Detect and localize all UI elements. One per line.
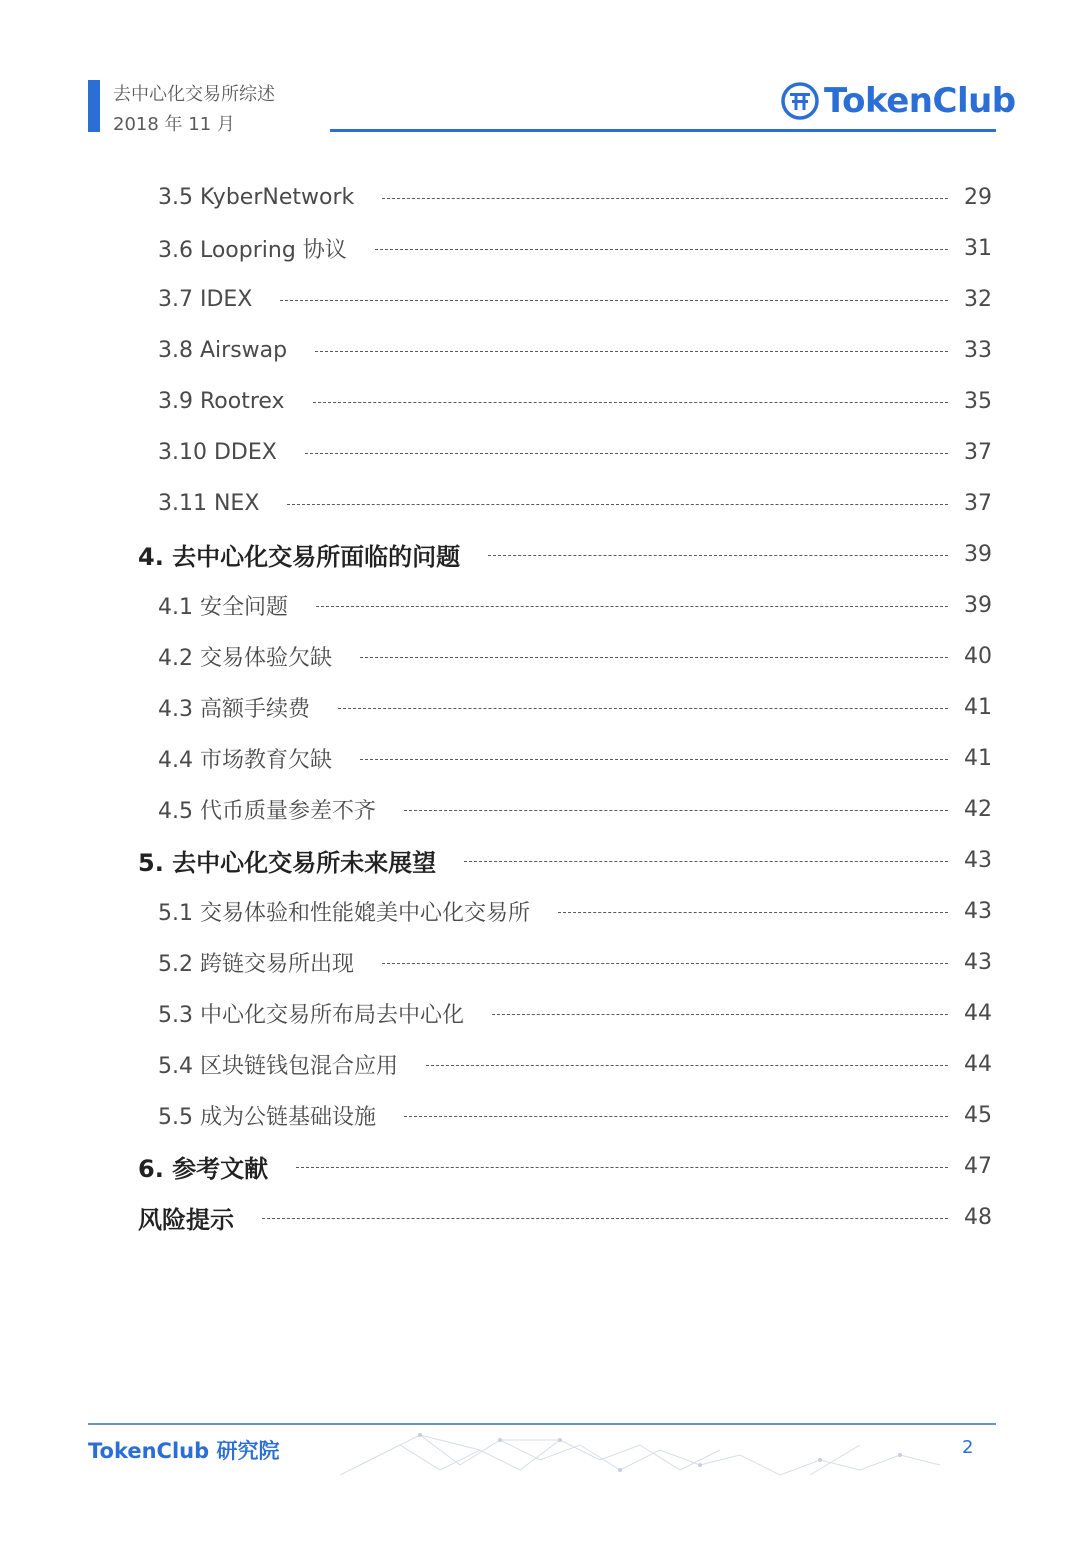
toc-entry[interactable] bbox=[0, 682, 1080, 733]
toc-entry-page: 37 bbox=[964, 491, 992, 516]
toc-entry-title: 5.2 跨链交易所出现 bbox=[158, 952, 354, 977]
toc-entry[interactable] bbox=[0, 376, 1080, 427]
toc-leader-dots bbox=[426, 1065, 948, 1066]
toc-entry[interactable] bbox=[0, 223, 1080, 274]
toc-leader-dots bbox=[360, 657, 948, 658]
toc-entry-page: 43 bbox=[964, 950, 992, 975]
footer-page-number: 2 bbox=[962, 1437, 974, 1458]
toc-leader-dots bbox=[280, 300, 948, 301]
toc-entry[interactable] bbox=[0, 988, 1080, 1039]
toc-entry-page: 29 bbox=[964, 185, 992, 210]
toc-leader-dots bbox=[360, 759, 948, 760]
toc-entry[interactable] bbox=[0, 631, 1080, 682]
toc-entry[interactable] bbox=[0, 733, 1080, 784]
toc-entry[interactable] bbox=[0, 1039, 1080, 1090]
toc-entry-title: 4.2 交易体验欠缺 bbox=[158, 646, 332, 671]
toc-entry-page: 47 bbox=[964, 1154, 992, 1179]
toc-entry-title: 3.9 Rootrex bbox=[158, 389, 285, 414]
toc-leader-dots bbox=[313, 402, 948, 403]
toc-entry-page: 40 bbox=[964, 644, 992, 669]
toc-entry-title: 3.8 Airswap bbox=[158, 338, 288, 363]
header-rule bbox=[330, 129, 996, 132]
toc-leader-dots bbox=[262, 1218, 948, 1219]
toc-leader-dots bbox=[315, 351, 948, 352]
toc-leader-dots bbox=[316, 606, 948, 607]
toc-entry-page: 43 bbox=[964, 848, 992, 873]
toc-entry[interactable] bbox=[0, 1192, 1080, 1243]
toc-entry-page: 35 bbox=[964, 389, 992, 414]
toc-entry[interactable] bbox=[0, 274, 1080, 325]
tokenclub-logo-icon bbox=[780, 81, 820, 121]
toc-entry-title: 5.1 交易体验和性能媲美中心化交易所 bbox=[158, 901, 530, 926]
document-date: 2018 年 11 月 bbox=[113, 114, 235, 135]
toc-entry-page: 41 bbox=[964, 695, 992, 720]
toc-entry-title: 5.3 中心化交易所布局去中心化 bbox=[158, 1003, 464, 1028]
toc-entry-page: 45 bbox=[964, 1103, 992, 1128]
toc-entry-page: 39 bbox=[964, 542, 992, 567]
toc-leader-dots bbox=[296, 1167, 948, 1168]
toc-entry[interactable] bbox=[0, 427, 1080, 478]
toc-leader-dots bbox=[404, 1116, 948, 1117]
toc-entry-page: 32 bbox=[964, 287, 992, 312]
toc-entry[interactable] bbox=[0, 1090, 1080, 1141]
toc-entry-title: 3.11 NEX bbox=[158, 491, 260, 516]
toc-entry-page: 44 bbox=[964, 1001, 992, 1026]
toc-leader-dots bbox=[382, 198, 948, 199]
toc-entry-page: 31 bbox=[964, 236, 992, 261]
toc-leader-dots bbox=[287, 504, 948, 505]
toc-entry-title: 4.1 安全问题 bbox=[158, 595, 288, 620]
toc-leader-dots bbox=[404, 810, 948, 811]
toc-entry-title: 5.4 区块链钱包混合应用 bbox=[158, 1054, 398, 1079]
toc-entry-title: 4.5 代币质量参差不齐 bbox=[158, 799, 376, 824]
toc-entry[interactable] bbox=[0, 172, 1080, 223]
toc-entry-title: 3.10 DDEX bbox=[158, 440, 277, 465]
toc-entry-page: 41 bbox=[964, 746, 992, 771]
toc-entry[interactable] bbox=[0, 325, 1080, 376]
toc-entry[interactable] bbox=[0, 835, 1080, 886]
toc-entry[interactable] bbox=[0, 580, 1080, 631]
toc-entry-page: 44 bbox=[964, 1052, 992, 1077]
logo-wordmark: TokenClub bbox=[824, 81, 1016, 121]
toc-entry-title: 4. 去中心化交易所面临的问题 bbox=[138, 543, 461, 571]
toc-entry-page: 33 bbox=[964, 338, 992, 363]
network-decoration-icon bbox=[340, 1425, 940, 1485]
toc-entry-title: 3.7 IDEX bbox=[158, 287, 253, 312]
toc-entry-title: 3.5 KyberNetwork bbox=[158, 185, 355, 210]
toc-entry-page: 37 bbox=[964, 440, 992, 465]
header-accent-bar bbox=[88, 80, 100, 132]
toc-entry[interactable] bbox=[0, 937, 1080, 988]
toc-entry[interactable] bbox=[0, 886, 1080, 937]
toc-entry-title: 4.3 高额手续费 bbox=[158, 697, 310, 722]
toc-leader-dots bbox=[305, 453, 948, 454]
toc-entry-title: 6. 参考文献 bbox=[138, 1155, 269, 1183]
toc-leader-dots bbox=[488, 555, 948, 556]
toc-leader-dots bbox=[464, 861, 948, 862]
toc-leader-dots bbox=[492, 1014, 948, 1015]
toc-entry-title: 5.5 成为公链基础设施 bbox=[158, 1105, 376, 1130]
toc-entry-title: 风险提示 bbox=[138, 1206, 234, 1234]
toc-entry[interactable] bbox=[0, 478, 1080, 529]
toc-leader-dots bbox=[338, 708, 948, 709]
toc-entry-page: 39 bbox=[964, 593, 992, 618]
toc-entry-page: 43 bbox=[964, 899, 992, 924]
toc-leader-dots bbox=[375, 249, 948, 250]
toc-leader-dots bbox=[382, 963, 948, 964]
brand-logo bbox=[780, 80, 1016, 122]
toc-entry-title: 5. 去中心化交易所未来展望 bbox=[138, 849, 437, 877]
document-title: 去中心化交易所综述 bbox=[113, 84, 275, 105]
toc-entry-page: 48 bbox=[964, 1205, 992, 1230]
toc-entry-page: 42 bbox=[964, 797, 992, 822]
toc-leader-dots bbox=[558, 912, 948, 913]
toc-entry[interactable] bbox=[0, 529, 1080, 580]
toc-entry[interactable] bbox=[0, 784, 1080, 835]
footer-org-name: TokenClub 研究院 bbox=[88, 1439, 280, 1463]
toc-entry-title: 4.4 市场教育欠缺 bbox=[158, 748, 332, 773]
toc-entry-title: 3.6 Loopring 协议 bbox=[158, 238, 347, 263]
toc-entry[interactable] bbox=[0, 1141, 1080, 1192]
